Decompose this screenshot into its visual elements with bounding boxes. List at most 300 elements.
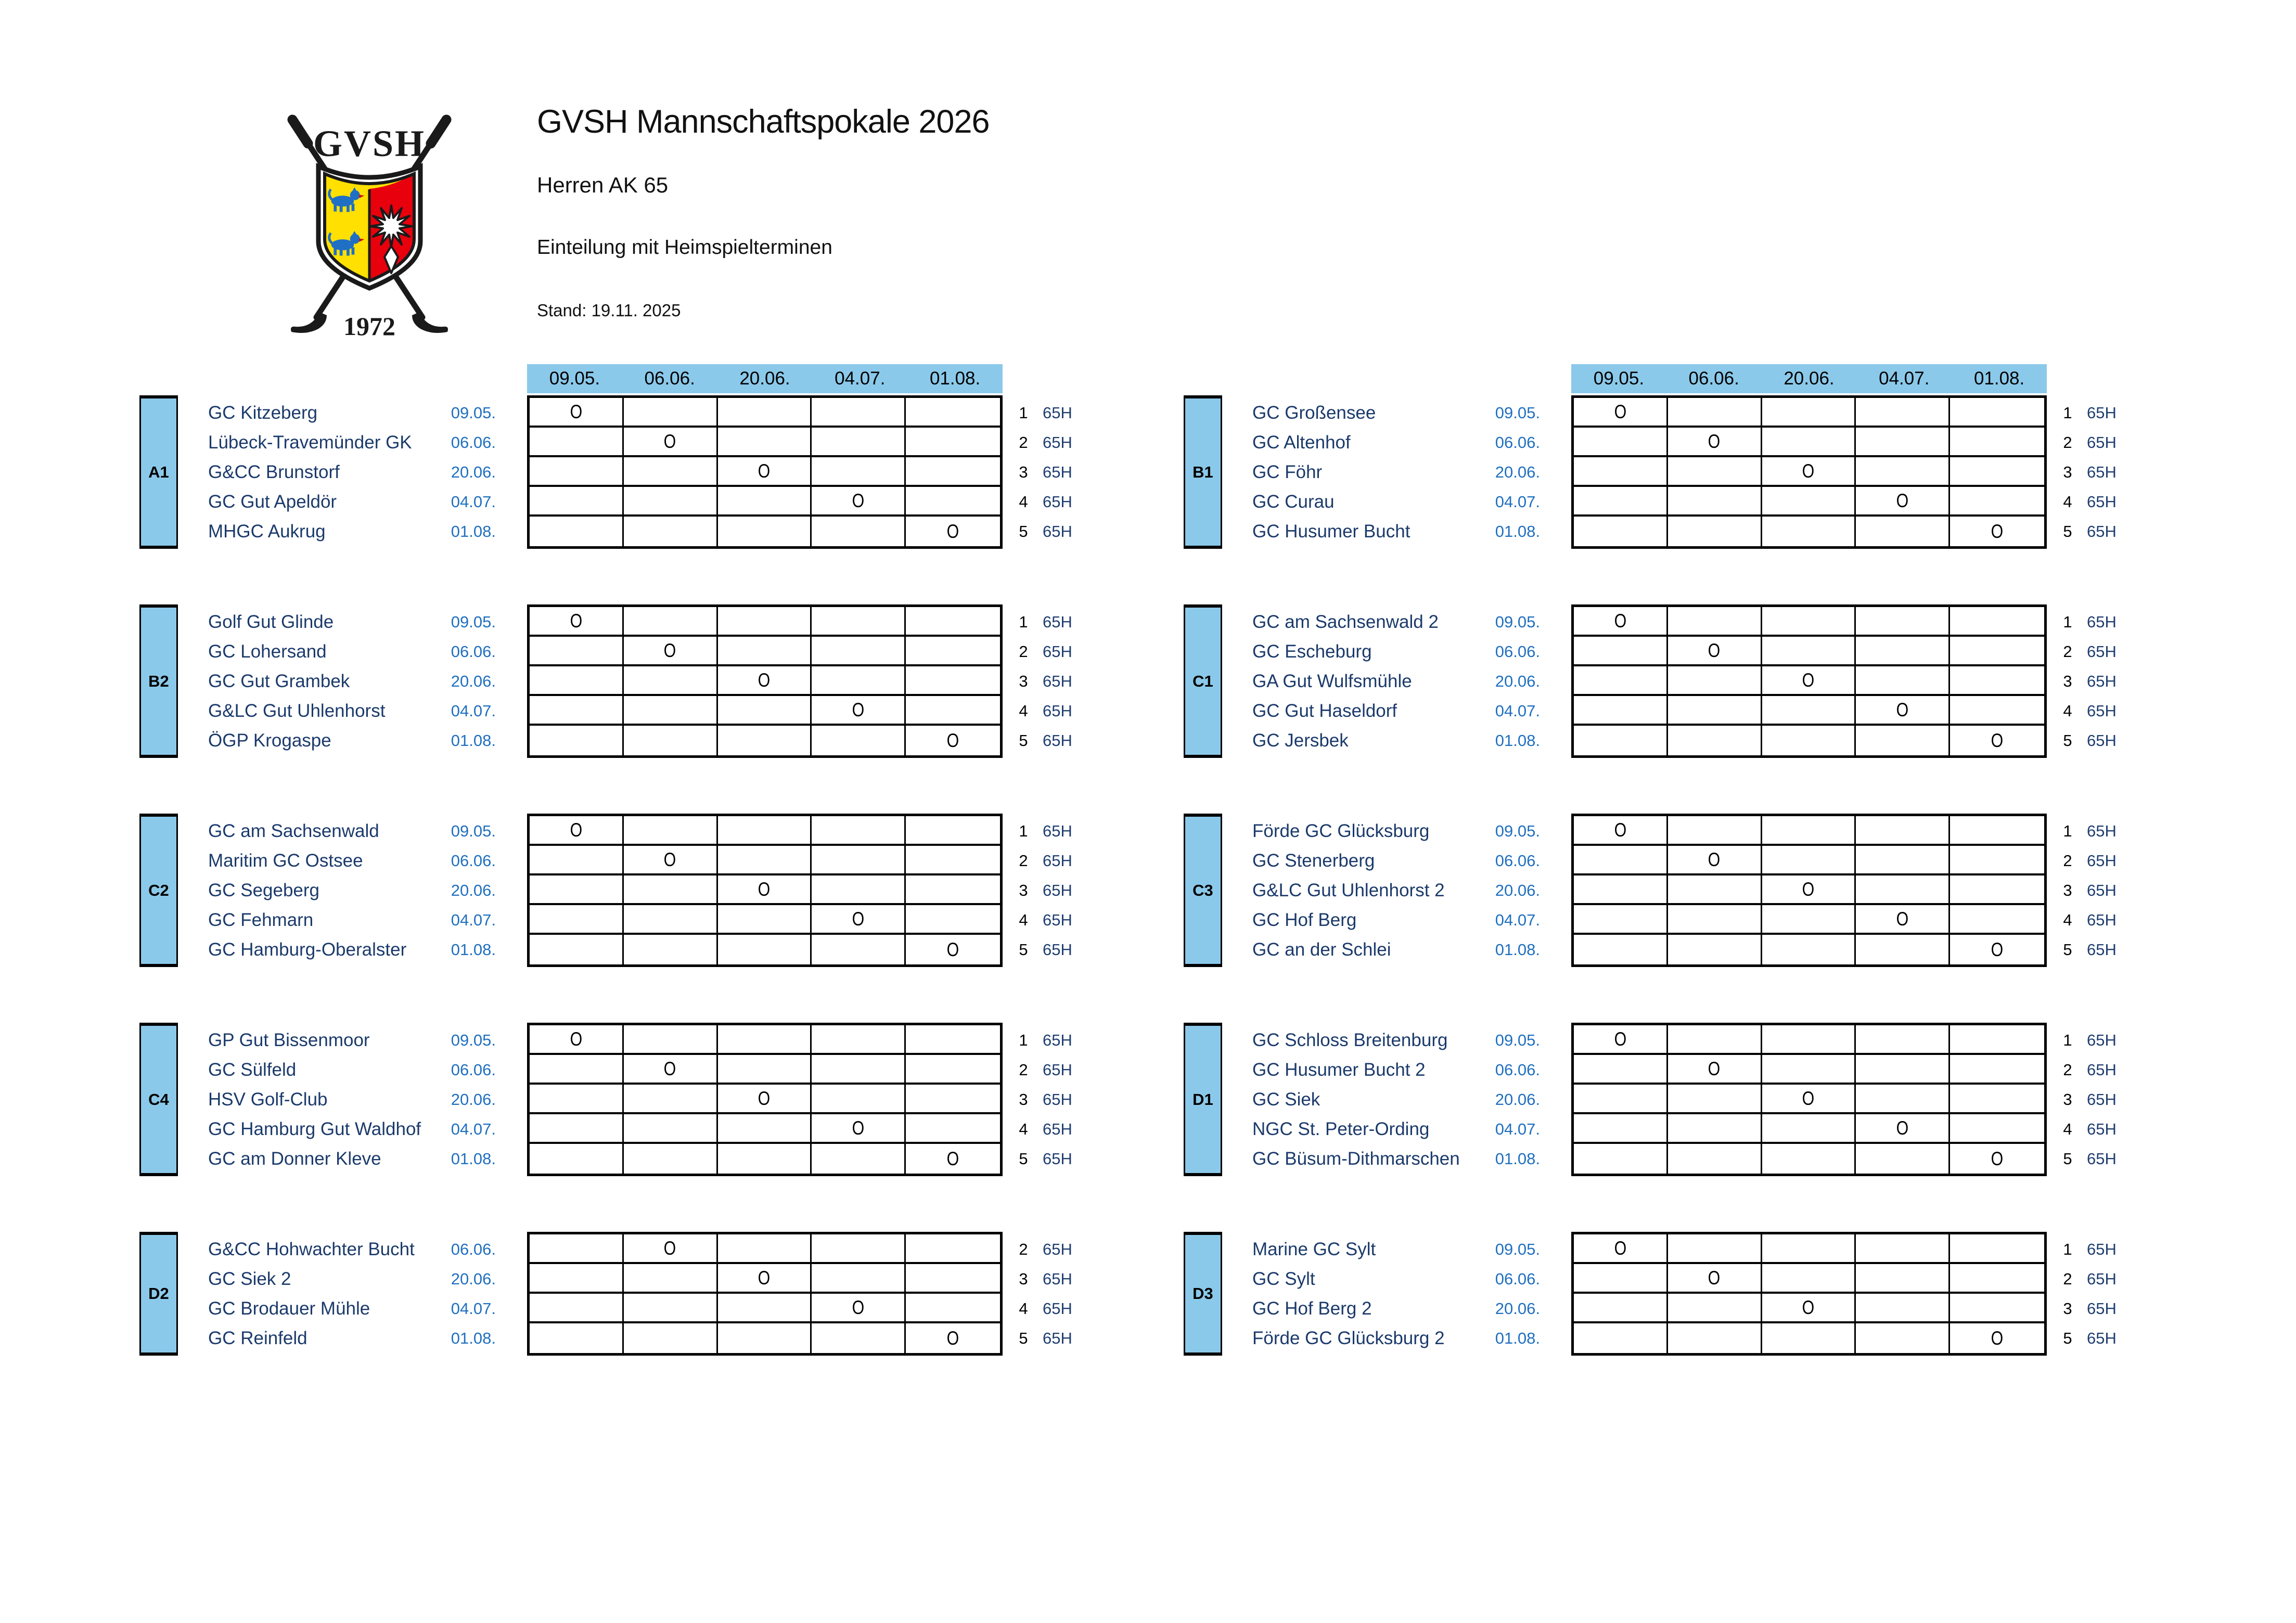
grid-cell — [1856, 726, 1950, 755]
grid-cell — [812, 1055, 906, 1085]
grid-cell — [906, 1025, 1000, 1055]
grid-cell — [1574, 905, 1668, 935]
result-label: 65H — [2087, 1299, 2117, 1318]
grid-cell — [718, 1264, 812, 1294]
grid-cell — [718, 1055, 812, 1085]
grid-cell — [1668, 1055, 1762, 1085]
match-grid — [527, 814, 1003, 967]
grid-cell — [1574, 607, 1668, 637]
row-number: 4 — [1019, 702, 1028, 720]
grid-cell — [624, 1114, 718, 1144]
home-date: 01.08. — [1495, 522, 1540, 540]
group-label: C4 — [139, 1023, 178, 1176]
club-name: GC Gut Grambek — [208, 671, 350, 691]
page-title: GVSH Mannschaftspokale 2026 — [537, 104, 990, 140]
grid-cell — [1668, 1025, 1762, 1055]
row-number: 1 — [2063, 1031, 2072, 1049]
grid-cell — [906, 1114, 1000, 1144]
group-label: B1 — [1184, 395, 1222, 549]
grid-cell — [1574, 696, 1668, 726]
grid-cell — [1668, 428, 1762, 457]
grid-cell — [530, 1264, 624, 1294]
home-match-mark: O — [570, 819, 582, 841]
grid-cell — [1856, 517, 1950, 546]
home-date: 20.06. — [1495, 1299, 1540, 1318]
result-label: 65H — [2087, 1061, 2117, 1079]
club-name: GP Gut Bissenmoor — [208, 1030, 370, 1050]
grid-cell — [1856, 875, 1950, 905]
grid-cell — [624, 816, 718, 846]
grid-cell — [1950, 1114, 2044, 1144]
grid-cell — [906, 398, 1000, 428]
home-date: 20.06. — [451, 881, 496, 899]
grid-cell — [906, 1264, 1000, 1294]
grid-cell — [624, 637, 718, 666]
grid-cell — [530, 846, 624, 875]
grid-cell — [1856, 905, 1950, 935]
club-name: GC Gut Haseldorf — [1252, 701, 1397, 721]
result-label: 65H — [2087, 731, 2117, 750]
home-match-mark: O — [1614, 401, 1626, 422]
home-date: 20.06. — [451, 463, 496, 481]
row-number: 4 — [2063, 911, 2072, 929]
grid-cell — [1856, 696, 1950, 726]
result-label: 65H — [2087, 881, 2117, 899]
club-name: GC Gut Apeldör — [208, 492, 337, 512]
result-label: 65H — [2087, 1031, 2117, 1049]
grid-cell — [718, 905, 812, 935]
result-label: 65H — [1043, 463, 1072, 481]
grid-cell — [624, 1144, 718, 1174]
home-match-mark: O — [1708, 640, 1721, 661]
home-date: 06.06. — [451, 1061, 496, 1079]
row-number: 3 — [1019, 672, 1028, 690]
grid-cell — [1574, 487, 1668, 517]
grid-cell — [1950, 398, 2044, 428]
grid-cell — [624, 935, 718, 964]
home-date: 20.06. — [1495, 672, 1540, 690]
home-date: 06.06. — [1495, 642, 1540, 661]
result-label: 65H — [1043, 1299, 1072, 1318]
home-date: 20.06. — [1495, 1090, 1540, 1109]
date-header-band — [527, 364, 1003, 393]
grid-cell — [718, 1294, 812, 1323]
row-number: 4 — [2063, 493, 2072, 511]
grid-cell — [1762, 905, 1856, 935]
home-date: 01.08. — [1495, 941, 1540, 959]
grid-cell — [718, 1144, 812, 1174]
home-date: 09.05. — [1495, 404, 1540, 422]
row-number: 3 — [2063, 1299, 2072, 1318]
band-date-label: 06.06. — [644, 368, 695, 389]
home-match-mark: O — [1896, 908, 1909, 930]
grid-cell — [530, 487, 624, 517]
grid-cell — [1950, 1294, 2044, 1323]
grid-cell — [1856, 816, 1950, 846]
grid-cell — [812, 1264, 906, 1294]
club-name: GC Hamburg Gut Waldhof — [208, 1119, 421, 1139]
grid-cell — [624, 607, 718, 637]
band-date-label: 01.08. — [929, 368, 981, 389]
result-label: 65H — [1043, 911, 1072, 929]
grid-cell — [812, 816, 906, 846]
home-date: 04.07. — [451, 911, 496, 929]
grid-cell — [906, 457, 1000, 487]
row-number: 1 — [1019, 822, 1028, 840]
result-label: 65H — [1043, 1061, 1072, 1079]
club-name: GC Lohersand — [208, 641, 327, 662]
home-date: 06.06. — [451, 1240, 496, 1258]
row-number: 1 — [1019, 613, 1028, 631]
group-label: D3 — [1184, 1232, 1222, 1356]
grid-cell — [624, 1055, 718, 1085]
club-name: G&CC Brunstorf — [208, 462, 340, 482]
home-match-mark: O — [946, 521, 959, 542]
grid-cell — [718, 1323, 812, 1353]
club-name: ÖGP Krogaspe — [208, 730, 331, 751]
grid-cell — [1950, 1323, 2044, 1353]
home-date: 06.06. — [451, 433, 496, 452]
home-match-mark: O — [1991, 1328, 2004, 1349]
club-name: GA Gut Wulfsmühle — [1252, 671, 1412, 691]
result-label: 65H — [2087, 642, 2117, 661]
grid-cell — [530, 875, 624, 905]
grid-cell — [1668, 1294, 1762, 1323]
home-date: 04.07. — [451, 493, 496, 511]
home-match-mark: O — [946, 1148, 959, 1169]
match-grid — [527, 1232, 1003, 1356]
grid-cell — [530, 1294, 624, 1323]
grid-cell — [1574, 637, 1668, 666]
grid-cell — [812, 726, 906, 755]
row-number: 3 — [1019, 1090, 1028, 1109]
grid-cell — [1762, 607, 1856, 637]
logo-year: 1972 — [343, 312, 395, 341]
grid-cell — [718, 1025, 812, 1055]
result-label: 65H — [1043, 672, 1072, 690]
group-label: D1 — [1184, 1023, 1222, 1176]
home-match-mark: O — [570, 401, 582, 422]
club-name: GC Hof Berg 2 — [1252, 1298, 1372, 1319]
grid-cell — [1950, 428, 2044, 457]
club-name: GC Jersbek — [1252, 730, 1349, 751]
home-match-mark: O — [1896, 699, 1909, 720]
grid-cell — [718, 1234, 812, 1264]
row-number: 3 — [1019, 881, 1028, 899]
home-match-mark: O — [1708, 431, 1721, 452]
band-date-label: 04.07. — [835, 368, 886, 389]
home-match-mark: O — [758, 879, 771, 900]
grid-cell — [906, 637, 1000, 666]
grid-cell — [530, 696, 624, 726]
grid-cell — [1856, 666, 1950, 696]
grid-cell — [1950, 935, 2044, 964]
grid-cell — [1668, 1323, 1762, 1353]
result-label: 65H — [1043, 1150, 1072, 1168]
club-name: G&CC Hohwachter Bucht — [208, 1239, 415, 1259]
grid-cell — [530, 607, 624, 637]
home-date: 04.07. — [451, 1120, 496, 1138]
result-label: 65H — [2087, 852, 2117, 870]
group-label: A1 — [139, 395, 178, 549]
home-match-mark: O — [1802, 879, 1815, 900]
row-number: 2 — [2063, 642, 2072, 661]
home-date: 01.08. — [1495, 1329, 1540, 1347]
row-number: 2 — [1019, 852, 1028, 870]
grid-cell — [812, 905, 906, 935]
grid-cell — [1856, 457, 1950, 487]
club-name: GC am Sachsenwald — [208, 821, 379, 841]
club-name: GC Sylt — [1252, 1269, 1315, 1289]
grid-cell — [812, 428, 906, 457]
grid-cell — [1574, 517, 1668, 546]
grid-cell — [530, 905, 624, 935]
grid-cell — [718, 726, 812, 755]
row-number: 4 — [2063, 1120, 2072, 1138]
grid-cell — [1950, 1144, 2044, 1174]
home-date: 09.05. — [451, 613, 496, 631]
grid-cell — [812, 637, 906, 666]
grid-cell — [812, 1323, 906, 1353]
grid-cell — [1762, 1055, 1856, 1085]
grid-cell — [906, 846, 1000, 875]
grid-cell — [1950, 1264, 2044, 1294]
grid-cell — [1668, 487, 1762, 517]
grid-cell — [1856, 1323, 1950, 1353]
grid-cell — [1668, 666, 1762, 696]
result-label: 65H — [2087, 672, 2117, 690]
match-grid — [1571, 1023, 2047, 1176]
club-name: GC Föhr — [1252, 462, 1323, 482]
club-name: GC am Sachsenwald 2 — [1252, 612, 1439, 632]
grid-cell — [1856, 1114, 1950, 1144]
grid-cell — [624, 666, 718, 696]
row-number: 2 — [2063, 852, 2072, 870]
grid-cell — [812, 1234, 906, 1264]
row-number: 5 — [1019, 1329, 1028, 1347]
home-date: 01.08. — [451, 522, 496, 540]
grid-cell — [530, 517, 624, 546]
result-label: 65H — [1043, 941, 1072, 959]
grid-cell — [718, 875, 812, 905]
grid-cell — [624, 428, 718, 457]
grid-cell — [1668, 637, 1762, 666]
grid-cell — [1950, 1025, 2044, 1055]
grid-cell — [718, 1085, 812, 1114]
match-grid — [1571, 814, 2047, 967]
grid-cell — [1762, 1025, 1856, 1055]
result-label: 65H — [1043, 852, 1072, 870]
club-name: GC Großensee — [1252, 403, 1376, 423]
result-label: 65H — [1043, 702, 1072, 720]
grid-cell — [718, 935, 812, 964]
grid-cell — [1668, 935, 1762, 964]
grid-cell — [1574, 935, 1668, 964]
home-date: 09.05. — [451, 822, 496, 840]
result-label: 65H — [1043, 881, 1072, 899]
row-number: 1 — [2063, 1240, 2072, 1258]
grid-cell — [812, 1085, 906, 1114]
row-number: 3 — [2063, 672, 2072, 690]
grid-cell — [1668, 696, 1762, 726]
grid-cell — [1574, 666, 1668, 696]
home-match-mark: O — [1614, 610, 1626, 632]
grid-cell — [1762, 457, 1856, 487]
grid-cell — [1574, 1234, 1668, 1264]
grid-cell — [718, 428, 812, 457]
row-number: 4 — [1019, 493, 1028, 511]
grid-cell — [1856, 1055, 1950, 1085]
club-name: GC Husumer Bucht 2 — [1252, 1060, 1426, 1080]
grid-cell — [1574, 1025, 1668, 1055]
row-number: 5 — [1019, 1150, 1028, 1168]
grid-cell — [1668, 398, 1762, 428]
grid-cell — [1950, 905, 2044, 935]
grid-cell — [1762, 1294, 1856, 1323]
result-label: 65H — [2087, 1270, 2117, 1288]
grid-cell — [718, 816, 812, 846]
row-number: 1 — [1019, 1031, 1028, 1049]
club-name: GC Reinfeld — [208, 1328, 307, 1348]
club-name: Marine GC Sylt — [1252, 1239, 1376, 1259]
home-match-mark: O — [1896, 1117, 1909, 1139]
grid-cell — [530, 1114, 624, 1144]
home-date: 20.06. — [451, 1270, 496, 1288]
row-number: 4 — [2063, 702, 2072, 720]
row-number: 4 — [1019, 911, 1028, 929]
result-label: 65H — [2087, 493, 2117, 511]
club-name: GC Brodauer Mühle — [208, 1298, 370, 1319]
grid-cell — [718, 517, 812, 546]
home-date: 09.05. — [1495, 613, 1540, 631]
result-label: 65H — [1043, 1240, 1072, 1258]
grid-cell — [906, 1323, 1000, 1353]
club-name: Förde GC Glücksburg 2 — [1252, 1328, 1445, 1348]
row-number: 2 — [2063, 1061, 2072, 1079]
club-name: GC Curau — [1252, 492, 1335, 512]
club-name: GC Hof Berg — [1252, 910, 1357, 930]
grid-cell — [1856, 1085, 1950, 1114]
home-match-mark: O — [946, 730, 959, 751]
grid-cell — [530, 1025, 624, 1055]
home-date: 06.06. — [1495, 852, 1540, 870]
grid-cell — [624, 696, 718, 726]
home-match-mark: O — [1991, 1148, 2004, 1169]
grid-cell — [1950, 637, 2044, 666]
grid-cell — [1950, 666, 2044, 696]
grid-cell — [1950, 1055, 2044, 1085]
group-label: D2 — [139, 1232, 178, 1356]
row-number: 1 — [1019, 404, 1028, 422]
grid-cell — [812, 607, 906, 637]
grid-cell — [906, 1144, 1000, 1174]
grid-cell — [1856, 1264, 1950, 1294]
grid-cell — [906, 1234, 1000, 1264]
result-label: 65H — [1043, 1031, 1072, 1049]
result-label: 65H — [2087, 1150, 2117, 1168]
home-match-mark: O — [570, 1028, 582, 1050]
grid-cell — [812, 487, 906, 517]
grid-cell — [812, 1144, 906, 1174]
home-match-mark: O — [1708, 849, 1721, 870]
home-date: 06.06. — [451, 852, 496, 870]
row-number: 2 — [1019, 1061, 1028, 1079]
home-match-mark: O — [852, 1117, 865, 1139]
row-number: 5 — [2063, 1150, 2072, 1168]
club-name: HSV Golf-Club — [208, 1089, 328, 1110]
club-name: GC am Donner Kleve — [208, 1149, 381, 1169]
home-date: 01.08. — [1495, 731, 1540, 750]
club-name: GC Altenhof — [1252, 432, 1351, 453]
club-name: GC Segeberg — [208, 880, 320, 900]
grid-cell — [1856, 1294, 1950, 1323]
grid-cell — [906, 905, 1000, 935]
grid-cell — [1574, 875, 1668, 905]
row-number: 2 — [2063, 433, 2072, 452]
grid-cell — [812, 846, 906, 875]
category-label: Herren AK 65 — [537, 173, 669, 197]
grid-cell — [906, 1294, 1000, 1323]
grid-cell — [1950, 607, 2044, 637]
grid-cell — [906, 875, 1000, 905]
home-match-mark: O — [1896, 490, 1909, 511]
grid-cell — [1574, 816, 1668, 846]
result-label: 65H — [2087, 1120, 2117, 1138]
grid-cell — [1762, 428, 1856, 457]
grid-cell — [624, 517, 718, 546]
grid-cell — [1856, 398, 1950, 428]
grid-cell — [906, 1055, 1000, 1085]
band-date-label: 20.06. — [739, 368, 790, 389]
club-name: Lübeck-Travemünder GK — [208, 432, 412, 453]
result-label: 65H — [2087, 433, 2117, 452]
result-label: 65H — [1043, 493, 1072, 511]
grid-cell — [718, 1114, 812, 1144]
match-grid — [1571, 604, 2047, 758]
result-label: 65H — [2087, 911, 2117, 929]
home-date: 04.07. — [451, 1299, 496, 1318]
grid-cell — [1762, 816, 1856, 846]
row-number: 3 — [2063, 1090, 2072, 1109]
home-match-mark: O — [663, 849, 676, 870]
grid-cell — [624, 1294, 718, 1323]
home-date: 04.07. — [1495, 911, 1540, 929]
grid-cell — [624, 1323, 718, 1353]
match-grid — [527, 1023, 1003, 1176]
grid-cell — [812, 666, 906, 696]
club-name: G&LC Gut Uhlenhorst — [208, 701, 386, 721]
result-label: 65H — [2087, 613, 2117, 631]
grid-cell — [530, 1234, 624, 1264]
grid-cell — [1950, 487, 2044, 517]
grid-cell — [1668, 875, 1762, 905]
grid-cell — [1762, 1234, 1856, 1264]
club-name: GC Büsum-Dithmarschen — [1252, 1149, 1460, 1169]
grid-cell — [812, 875, 906, 905]
home-match-mark: O — [852, 699, 865, 720]
home-date: 01.08. — [451, 1329, 496, 1347]
grid-cell — [1950, 1234, 2044, 1264]
grid-cell — [624, 457, 718, 487]
band-date-label: 01.08. — [1973, 368, 2025, 389]
row-number: 2 — [1019, 433, 1028, 452]
row-number: 5 — [2063, 731, 2072, 750]
grid-cell — [718, 607, 812, 637]
grid-cell — [1856, 428, 1950, 457]
home-date: 09.05. — [1495, 1240, 1540, 1258]
grid-cell — [1856, 1025, 1950, 1055]
grid-cell — [1668, 1114, 1762, 1144]
